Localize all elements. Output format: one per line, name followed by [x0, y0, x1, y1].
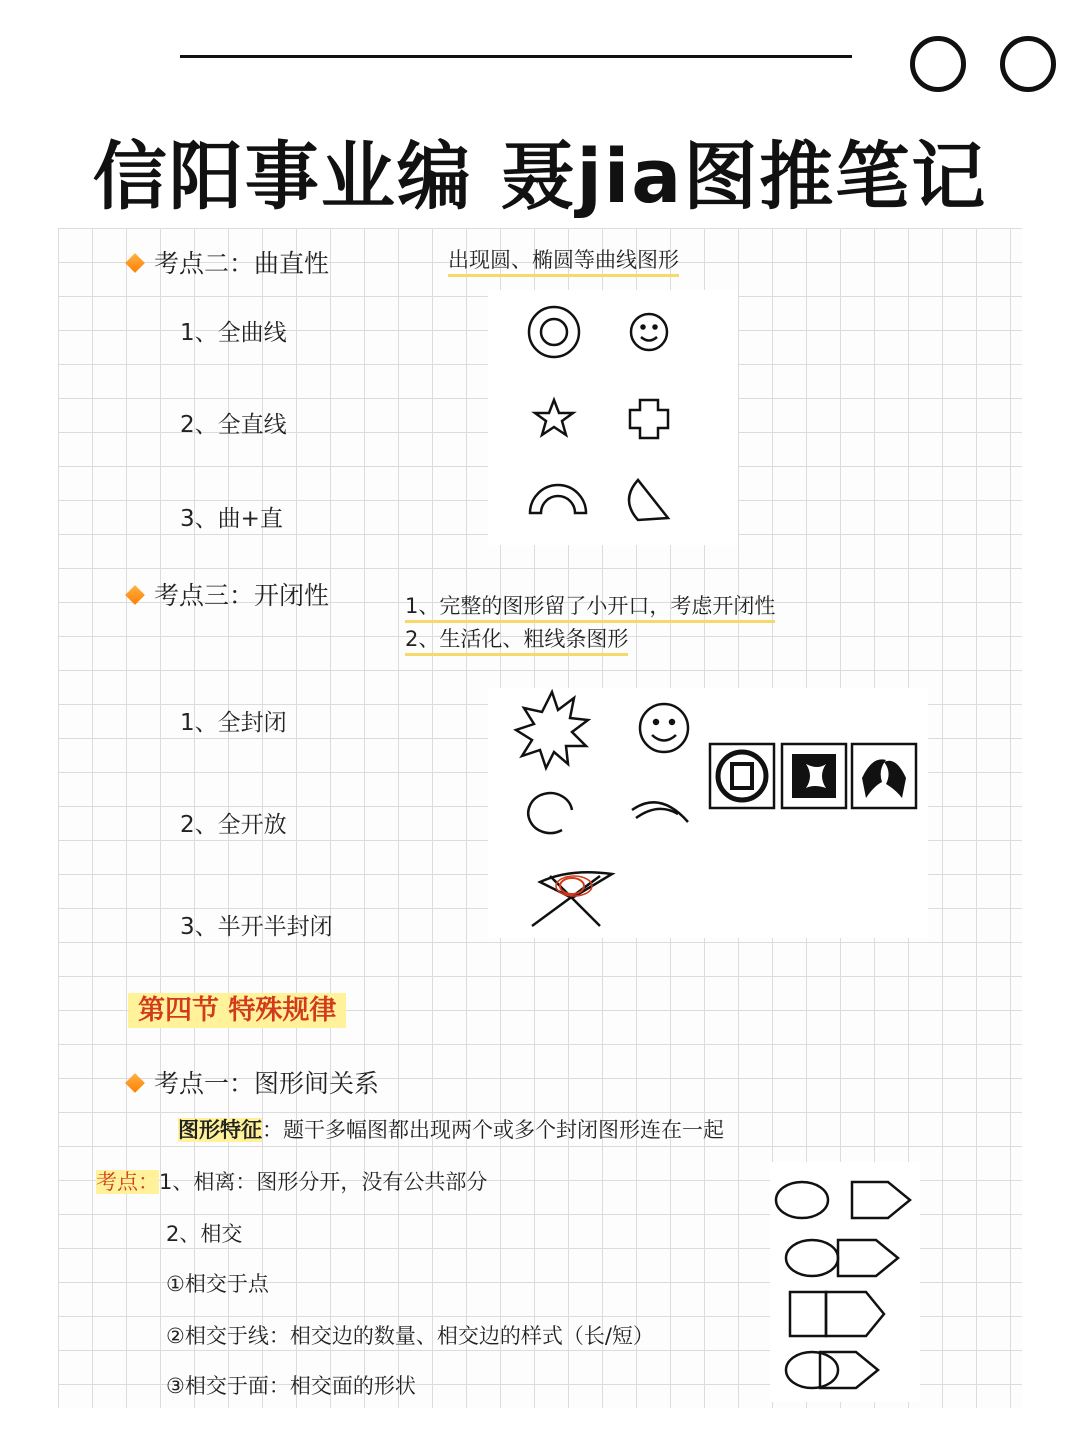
cross-icon: [630, 400, 668, 438]
figure-group: [770, 1170, 920, 1400]
circle-icon: [1000, 36, 1056, 92]
diamond-bullet-icon: [125, 253, 145, 273]
circle-icon: [910, 36, 966, 92]
kaodian-3-heading: 考点三：开闭性: [128, 576, 329, 612]
burst-icon: [516, 692, 588, 768]
kaodian-1-heading: 考点一：图形间关系: [128, 1064, 379, 1100]
figure-group: [520, 300, 720, 540]
list-item: 3、曲+直: [180, 506, 283, 532]
feature-line: 图形特征：题干多幅图都出现两个或多个封闭图形连在一起: [178, 1118, 724, 1142]
figure-group: [510, 690, 930, 940]
smiley-icon: [640, 704, 688, 752]
page-title: 信阳事业编 聂jia图推笔记: [92, 134, 988, 220]
logo-group: [710, 744, 916, 808]
section-4-title: 第四节 特殊规律: [128, 988, 346, 1027]
kaodian-2-note: 出现圆、椭圆等曲线图形: [448, 244, 679, 274]
list-item: 1、全封闭: [180, 710, 287, 736]
star-icon: [535, 400, 573, 435]
kaodian-line: 考点：1、相离：图形分开，没有公共部分: [96, 1170, 488, 1194]
list-item: ③相交于面：相交面的形状: [166, 1374, 416, 1398]
kaodian-3-note: 1、完整的图形留了小开口，考虑开闭性: [405, 590, 775, 620]
pentagon-arrow-icon: [852, 1182, 910, 1218]
ellipse-icon: [776, 1182, 828, 1218]
crossing-lines-icon: [632, 802, 688, 822]
list-item: 2、全直线: [180, 412, 287, 438]
list-item: 2、全开放: [180, 812, 287, 838]
list-item: ②相交于线：相交边的数量、相交边的样式（长/短）: [166, 1324, 654, 1348]
diamond-bullet-icon: [125, 585, 145, 605]
list-item: ①相交于点: [166, 1272, 269, 1296]
header-rule: [180, 55, 852, 58]
list-item: 1、全曲线: [180, 320, 287, 346]
open-arc-icon: [528, 793, 572, 833]
double-circle-icon: [529, 307, 579, 357]
half-circle-icon: [629, 480, 668, 520]
diamond-bullet-icon: [125, 1073, 145, 1093]
list-item: 3、半开半封闭: [180, 914, 333, 940]
kaodian-3-note: 2、生活化、粗线条图形: [405, 623, 628, 653]
arch-icon: [530, 485, 586, 513]
list-item: 2、相交: [166, 1222, 243, 1246]
rectangle-icon: [790, 1292, 826, 1336]
smiley-icon: [631, 314, 667, 350]
kaodian-2-heading: 考点二：曲直性: [128, 244, 329, 280]
